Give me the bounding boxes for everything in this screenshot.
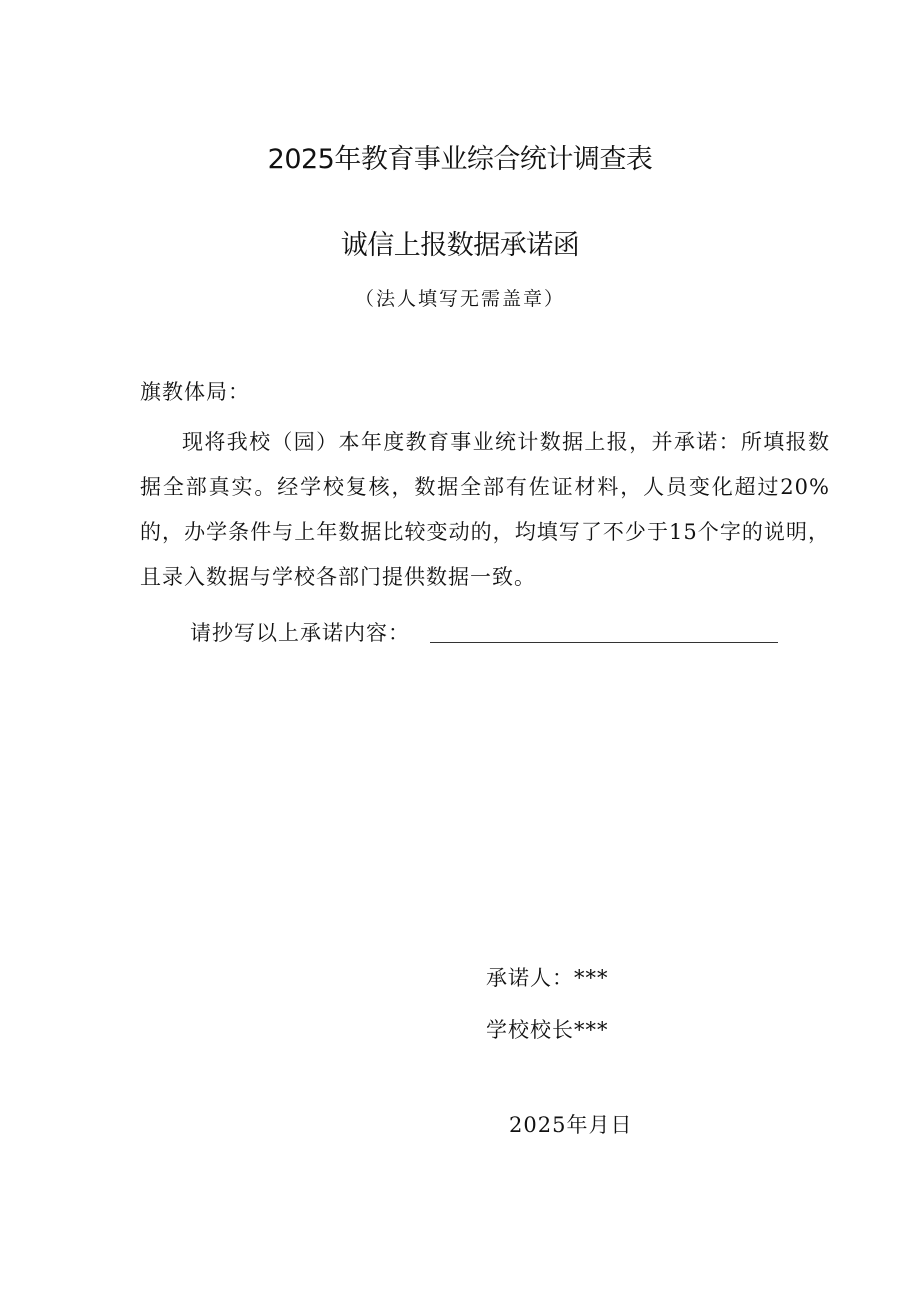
- document-subtitle: 诚信上报数据承诺函: [340, 230, 580, 261]
- copy-commitment-label: 请抄写以上承诺内容：: [190, 621, 410, 645]
- copy-commitment-row: [190, 617, 778, 647]
- document-date: 2025年月日: [509, 1113, 633, 1137]
- document-title: 2025年教育事业综合统计调查表: [267, 144, 653, 175]
- principal-signature: 学校校长***: [486, 1018, 609, 1042]
- salutation: 旗教体局：: [140, 380, 250, 404]
- copy-commitment-field[interactable]: [430, 622, 778, 643]
- document-note: （法人填写无需盖章）: [354, 288, 565, 310]
- promiser-signature: 承诺人：***: [486, 966, 609, 990]
- commitment-body: 现将我校（园）本年度教育事业统计数据上报，并承诺：所填报数据全部真实。经学校复核，数据全部有佐证材料，人员变化超过20%的，办学条件与上年数据比较变动的，均填写了不少于15个字的说明，且录入数据与学校各部门提供数据一致。: [140, 430, 830, 589]
